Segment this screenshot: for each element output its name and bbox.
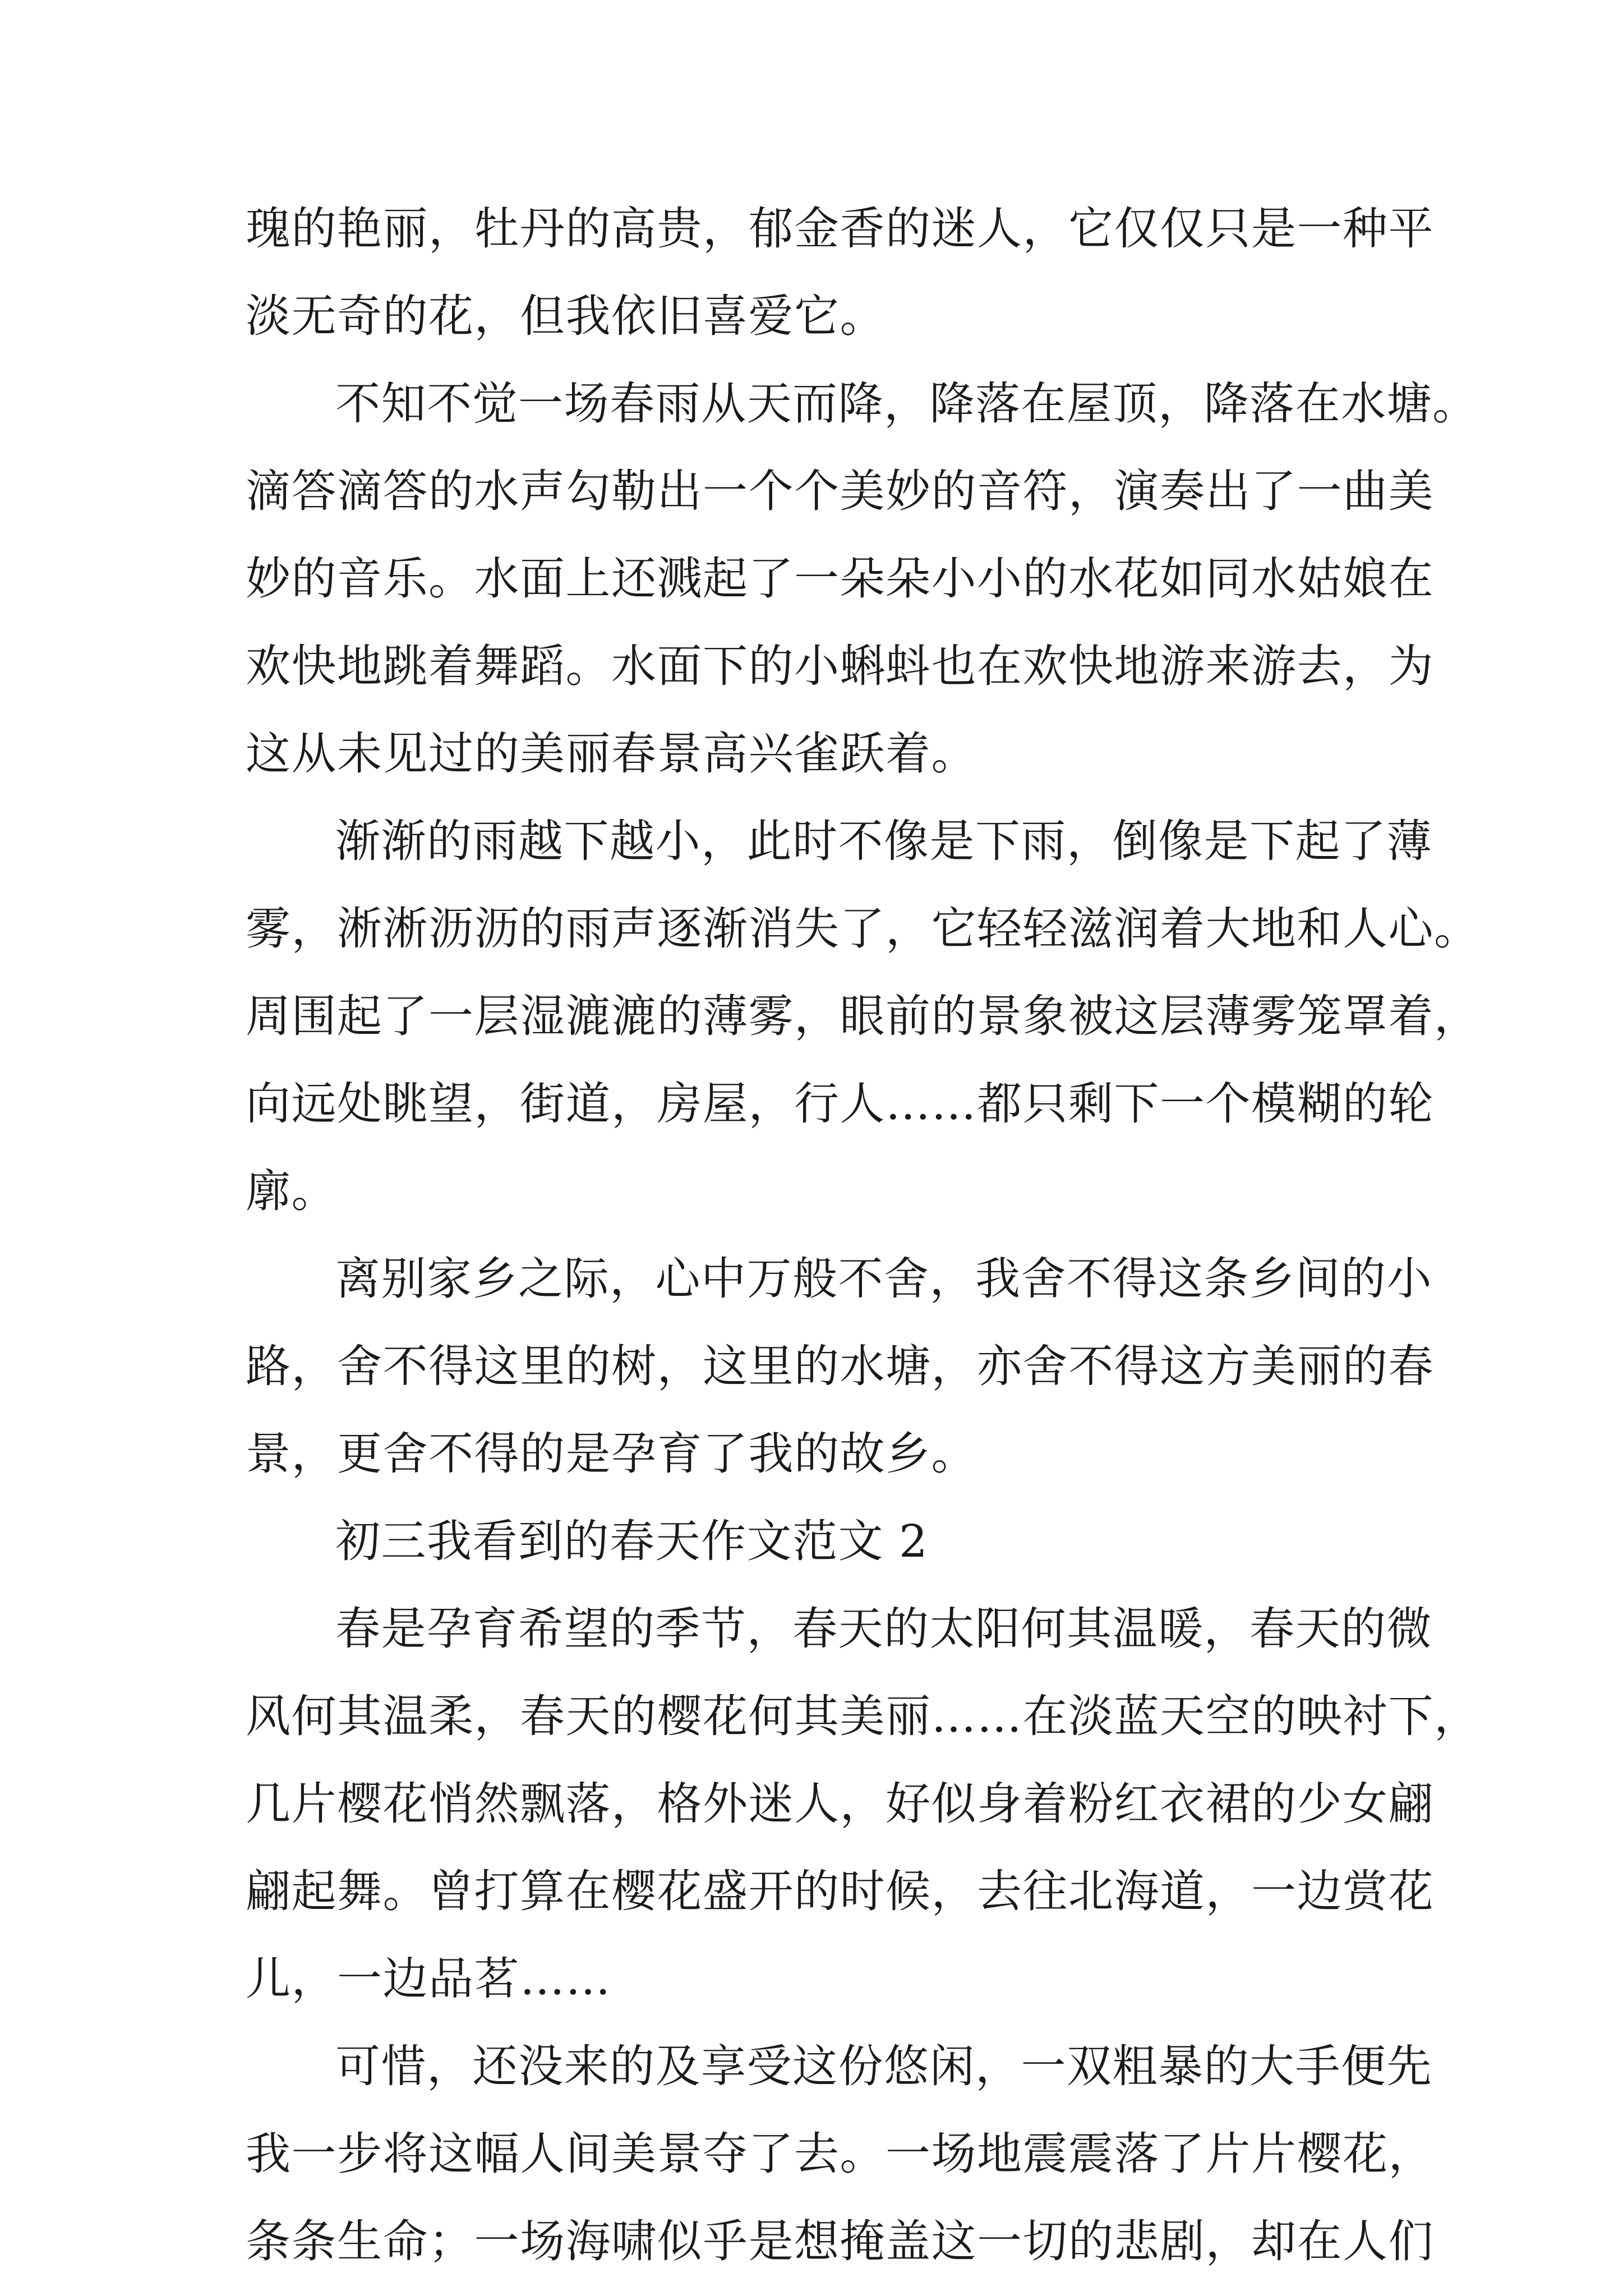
text-line: 廓。 xyxy=(246,1165,337,1217)
text-line: 这从未见过的美丽春景高兴雀跃着。 xyxy=(246,728,977,780)
text-line: 儿，一边品茗…… xyxy=(246,1953,611,2005)
text-line: 妙的音乐。水面上还溅起了一朵朵小小的水花如同水姑娘在 xyxy=(246,553,1434,605)
text-line: 几片樱花悄然飘落，格外迷人，好似身着粉红衣裙的少女翩 xyxy=(246,1778,1434,1830)
text-line: 雾，淅淅沥沥的雨声逐渐消失了，它轻轻滋润着大地和人心。 xyxy=(246,903,1480,955)
text-line: 渐渐的雨越下越小，此时不像是下雨，倒像是下起了薄 xyxy=(335,815,1432,867)
text-line: 周围起了一层湿漉漉的薄雾，眼前的景象被这层薄雾笼罩着， xyxy=(246,990,1480,1042)
text-line: 不知不觉一场春雨从天而降，降落在屋顶，降落在水塘。 xyxy=(335,378,1478,430)
text-line: 风何其温柔，春天的樱花何其美丽……在淡蓝天空的映衬下， xyxy=(246,1690,1480,1742)
text-line: 欢快地跳着舞蹈。水面下的小蝌蚪也在欢快地游来游去，为 xyxy=(246,640,1434,692)
text-line: 滴答滴答的水声勾勒出一个个美妙的音符，演奏出了一曲美 xyxy=(246,465,1434,517)
text-line: 可惜，还没来的及享受这份悠闲，一双粗暴的大手便先 xyxy=(335,2040,1432,2092)
text-line: 路，舍不得这里的树，这里的水塘，亦舍不得这方美丽的春 xyxy=(246,1340,1434,1392)
text-line: 春是孕育希望的季节，春天的太阳何其温暖，春天的微 xyxy=(335,1603,1432,1655)
document-body xyxy=(246,185,1480,2285)
text-line: 条条生命；一场海啸似乎是想掩盖这一切的悲剧，却在人们 xyxy=(246,2215,1434,2267)
text-line: 淡无奇的花，但我依旧喜爱它。 xyxy=(246,290,886,342)
text-line: 离别家乡之际，心中万般不舍，我舍不得这条乡间的小 xyxy=(335,1253,1432,1305)
text-line: 翩起舞。曾打算在樱花盛开的时候，去往北海道，一边赏花 xyxy=(246,1865,1434,1917)
text-line: 瑰的艳丽，牡丹的高贵，郁金香的迷人，它仅仅只是一种平 xyxy=(246,203,1434,255)
text-line: 我一步将这幅人间美景夺了去。一场地震震落了片片樱花， xyxy=(246,2128,1434,2180)
text-line: 初三我看到的春天作文范文 2 xyxy=(335,1515,929,1567)
text-line: 景，更舍不得的是孕育了我的故乡。 xyxy=(246,1428,977,1480)
text-line: 向远处眺望，街道，房屋，行人……都只剩下一个模糊的轮 xyxy=(246,1078,1434,1130)
